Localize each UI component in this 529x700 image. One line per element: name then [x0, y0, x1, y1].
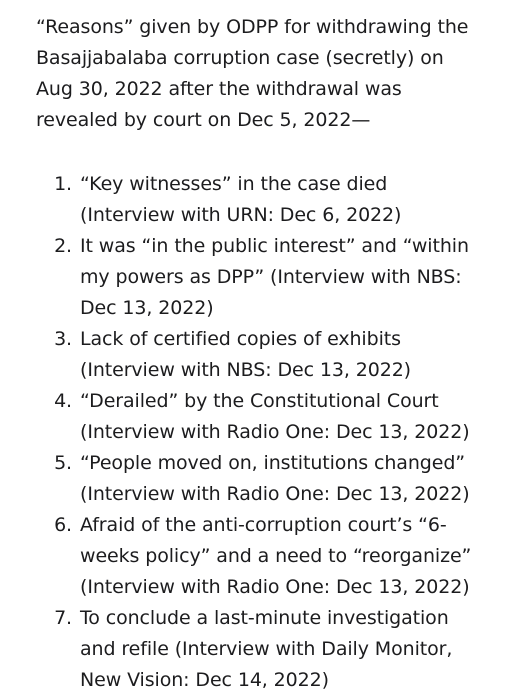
- item-number: 4.: [54, 390, 72, 412]
- item-number: 5.: [54, 452, 72, 474]
- item-line: my powers as DPP” (Interview with NBS:: [80, 266, 462, 288]
- intro-line: revealed by court on Dec 5, 2022—: [36, 109, 371, 131]
- item-text: [80, 448, 511, 510]
- item-line: “Key witnesses” in the case died: [80, 173, 388, 195]
- item-line: “People moved on, institutions changed”: [80, 452, 466, 474]
- list-item: [36, 448, 511, 510]
- item-number: 1.: [54, 173, 72, 195]
- item-number: 3.: [54, 328, 72, 350]
- item-line: To conclude a last-minute investigation: [80, 607, 449, 629]
- item-line: Lack of certified copies of exhibits: [80, 328, 401, 350]
- item-line: (Interview with NBS: Dec 13, 2022): [80, 359, 411, 381]
- intro-line: Aug 30, 2022 after the withdrawal was: [36, 78, 402, 100]
- item-line: (Interview with URN: Dec 6, 2022): [80, 204, 402, 226]
- item-number: 6.: [54, 514, 72, 536]
- list-item: [36, 386, 511, 448]
- item-number: 2.: [54, 235, 72, 257]
- item-text: [80, 169, 511, 231]
- item-text: [80, 603, 511, 696]
- intro-paragraph: [36, 12, 511, 136]
- list-item: [36, 603, 511, 696]
- reasons-list: [36, 169, 511, 696]
- item-line: Afraid of the anti-corruption court’s “6-: [80, 514, 447, 536]
- item-line: (Interview with Radio One: Dec 13, 2022): [80, 576, 470, 598]
- item-text: [80, 386, 511, 448]
- item-line: Dec 13, 2022): [80, 297, 214, 319]
- item-line: (Interview with Radio One: Dec 13, 2022): [80, 421, 470, 443]
- item-line: (Interview with Radio One: Dec 13, 2022): [80, 483, 470, 505]
- item-line: weeks policy” and a need to “reorganize”: [80, 545, 472, 567]
- item-line: and refile (Interview with Daily Monitor,: [80, 638, 453, 660]
- item-line: New Vision: Dec 14, 2022): [80, 669, 329, 691]
- item-text: [80, 510, 511, 603]
- item-text: [80, 231, 511, 324]
- intro-line: Basajjabalaba corruption case (secretly) on: [36, 47, 444, 69]
- item-number: 7.: [54, 607, 72, 629]
- list-item: [36, 169, 511, 231]
- intro-line: “Reasons” given by ODPP for withdrawing the: [36, 16, 469, 38]
- list-item: [36, 510, 511, 603]
- item-line: It was “in the public interest” and “within: [80, 235, 469, 257]
- item-text: [80, 324, 511, 386]
- item-line: “Derailed” by the Constitutional Court: [80, 390, 439, 412]
- list-item: [36, 231, 511, 324]
- list-item: [36, 324, 511, 386]
